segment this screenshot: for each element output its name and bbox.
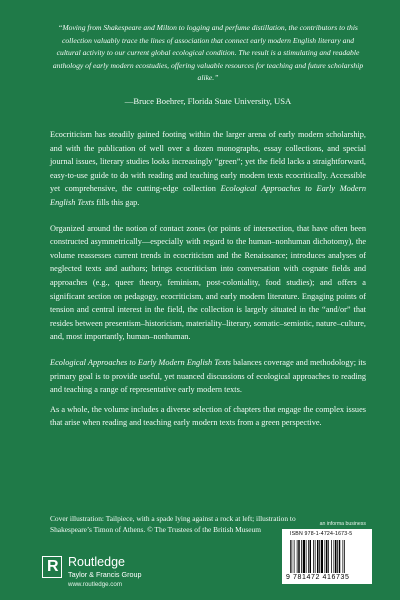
book-title-reference: Ecological Approaches to Early Modern English Texts [50,184,366,207]
cover-credit-line-1: Cover illustration: Tailpiece, with a spade lying against a rock at left; illustration to [50,514,296,523]
book-title-reference: Ecological Approaches to Early Modern English Texts [50,357,232,367]
barcode [282,529,372,584]
publisher-name: Routledge [68,555,125,569]
barcode-bars-icon [290,540,366,573]
description-paragraph-2: Organized around the notion of contact zones (or points of intersection, that have often been constructed asymmetrically—especially with regard to the human–nonhuman dichotomy), the volume reassesses current trends in ecocriticism and the Renaissance; introduces analyses of neglected texts and authors; brings ecocriticism into conversation with cognate fields and approaches (e.g., queer theory, feminism, post-coloniality, food studies); and offers a significant section on pedagogy, ecocriticism, and early modern literature. Engaging points of tension and central interest in the field, the collection is largely situated in the “and/or” that resides between presentism–historicism, materiality–literary, somatic–semiotic, nature–culture, and, most importantly, human–nonhuman. [50,223,366,342]
publisher-logo [42,556,192,596]
logo-letter: R [47,558,59,575]
endorsement-attribution: —Bruce Boehrer, Florida State University, USA [124,96,292,106]
barcode-number: 9 781472 416735 [286,574,350,581]
description-paragraph-4: As a whole, the volume includes a diverse selection of chapters that engage the complex issues that arise when reading and teaching early modern texts from a green perspective. [50,404,366,428]
paragraph-3-text: balances coverage and methodology; its primary goal is to provide useful, yet nuanced discussions of ecological approaches to reading and teaching a range of representative early modern texts. [50,357,366,395]
paragraph-1-text: Ecocriticism has steadily gained footing within the larger arena of early modern scholarship, and with the publication of well over a dozen monographs, essay collections, and special journal issues, literary studies looks increasingly “green”; yet the field lacks a straightforward, easy-to-use guide to do with reading and teaching early modern texts ecocritically. Accessible yet comprehensive, the cutting-edge collection [50,130,366,194]
informa-tagline: an informa business [319,521,366,527]
isbn-label: ISBN 978-1-4724-1673-5 [290,531,353,537]
publisher-group: Taylor & Francis Group [68,570,142,579]
routledge-logo-icon [42,556,62,578]
description-paragraph-3 [50,356,366,397]
description [50,128,366,442]
description-paragraph-1 [50,128,366,210]
publisher-url: www.routledge.com [68,581,122,588]
cover-credit-line-2: Shakespeare’s Timon of Athens. © The Trustees of the British Museum [50,525,261,535]
endorsement-quote: “Moving from Shakespeare and Milton to logging and perfume distillation, the contributors to this collection valuably trace the lines of association that connect early modern English literary and cultural activity to our current global ecological condition. The result is a stimulating and readable anthology of early modern ecostudies, offering valuable resources for teaching and future scholarship alike.” [52,23,364,83]
paragraph-1-end: fills this gap. [96,197,140,207]
